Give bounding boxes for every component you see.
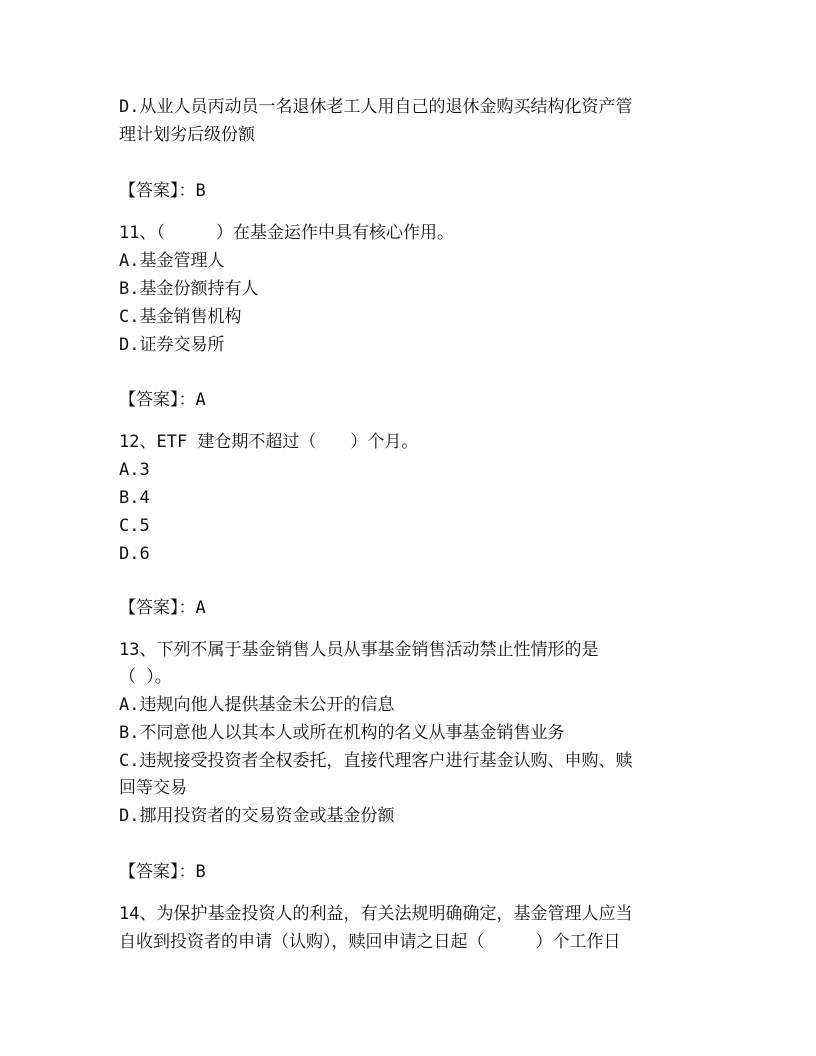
q13-option-b: B.不同意他人以其本人或所在机构的名义从事基金销售业务 <box>119 723 565 743</box>
q12-option-d: D.6 <box>119 544 150 564</box>
q13-option-a: A.违规向他人提供基金未公开的信息 <box>119 695 395 715</box>
q10-answer: 【答案】：B <box>119 181 206 201</box>
q14-stem-line2: 自收到投资者的申请（认购），赎回申请之日起（ ）个工作日 <box>119 932 621 952</box>
q12-option-b: B.4 <box>119 488 150 508</box>
q13-option-c-line2: 回等交易 <box>119 778 187 798</box>
q11-option-d: D.证券交易所 <box>119 335 225 355</box>
q11-option-a: A.基金管理人 <box>119 251 225 271</box>
q13-option-c-line1: C.违规接受投资者全权委托，直接代理客户进行基金认购、申购、赎 <box>119 751 633 771</box>
q11-option-b: B.基金份额持有人 <box>119 279 259 299</box>
q10-option-d-line2: 理计划劣后级份额 <box>119 125 255 145</box>
q12-option-a: A.3 <box>119 460 150 480</box>
q11-answer: 【答案】：A <box>119 390 206 410</box>
q12-option-c: C.5 <box>119 516 150 536</box>
q13-stem-line1: 13、下列不属于基金销售人员从事基金销售活动禁止性情形的是 <box>119 640 599 660</box>
q13-option-d: D.挪用投资者的交易资金或基金份额 <box>119 806 395 826</box>
q13-answer: 【答案】：B <box>119 862 206 882</box>
q11-option-c: C.基金销售机构 <box>119 307 242 327</box>
q11-stem: 11、（ ）在基金运作中具有核心作用。 <box>119 223 454 243</box>
q10-option-d-line1: D.从业人员丙动员一名退休老工人用自己的退休金购买结构化资产管 <box>119 97 633 117</box>
q14-stem-line1: 14、为保护基金投资人的利益，有关法规明确确定，基金管理人应当 <box>119 904 633 924</box>
q13-stem-line2: （ ）。 <box>119 667 172 687</box>
q12-answer: 【答案】：A <box>119 598 206 618</box>
q12-stem: 12、ETF 建仓期不超过（ ）个月。 <box>119 432 419 452</box>
